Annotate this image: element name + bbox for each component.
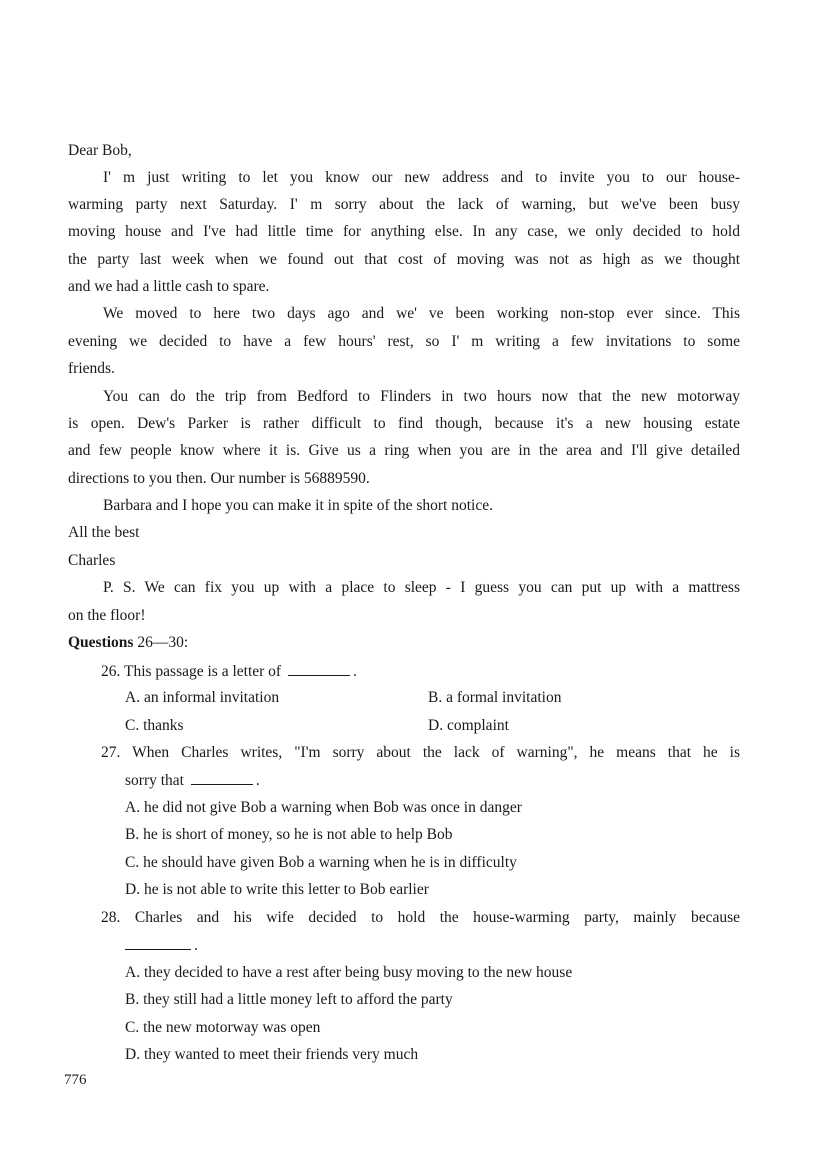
question-28-option-b: B. they still had a little money left to afford the party	[125, 991, 453, 1008]
question-27-stem: 27. When Charles writes, "I'm sorry about the lack of warning", he means that he is	[101, 744, 740, 761]
question-28-stem: 28. Charles and his wife decided to hold the house-warming party, mainly because	[101, 909, 740, 926]
question-27-option-d: D. he is not able to write this letter to Bob earlier	[125, 881, 429, 898]
letter-signature: Charles	[68, 552, 116, 569]
questions-label: Questions	[68, 634, 134, 651]
question-26-option-b: B. a formal invitation	[428, 689, 562, 706]
question-26-stem	[101, 661, 740, 681]
question-27-stem-cont	[125, 770, 740, 790]
question-27-text: sorry that	[125, 772, 184, 789]
letter-p1-line: warming party next Saturday. I' m sorry about the lack of warning, but we've been busy	[68, 196, 740, 213]
letter-p3-line: directions to you then. Our number is 56889590.	[68, 470, 370, 487]
letter-p1-line: moving house and I've had little time for anything else. In any case, we only decided to hold	[68, 223, 740, 240]
question-28-option-d: D. they wanted to meet their friends very much	[125, 1046, 419, 1063]
question-28-stem-cont	[125, 935, 740, 955]
letter-p2-line: friends.	[68, 360, 115, 377]
page-number: 776	[64, 1072, 87, 1088]
question-27-end: .	[255, 772, 260, 789]
letter-ps-line: on the floor!	[68, 607, 146, 624]
letter-p1-line: the party last week when we found out that cost of moving was not as high as we thought	[68, 251, 740, 268]
question-28-option-c: C. the new motorway was open	[125, 1019, 321, 1036]
question-26-text: 26. This passage is a letter of	[101, 663, 282, 680]
letter-p1-line: and we had a little cash to spare.	[68, 278, 270, 295]
question-26-end: .	[352, 663, 357, 680]
questions-header	[68, 633, 740, 653]
answer-blank	[125, 935, 191, 950]
question-27-option-c: C. he should have given Bob a warning when he is in difficulty	[125, 854, 517, 871]
letter-p4: Barbara and I hope you can make it in spite of the short notice.	[103, 497, 493, 514]
letter-greeting: Dear Bob,	[68, 142, 132, 159]
answer-blank	[191, 770, 253, 785]
answer-blank	[288, 661, 350, 676]
questions-range: 26—30:	[137, 634, 189, 651]
letter-p1-line: I' m just writing to let you know our new address and to invite you to our house-	[103, 169, 740, 186]
question-27-option-a: A. he did not give Bob a warning when Bob was once in danger	[125, 799, 522, 816]
question-26-option-a: A. an informal invitation	[125, 689, 280, 706]
letter-p2-line: We moved to here two days ago and we' ve been working non-stop ever since. This	[103, 305, 740, 322]
letter-ps-line: P. S. We can fix you up with a place to sleep - I guess you can put up with a mattress	[103, 579, 740, 596]
letter-p3-line: and few people know where it is. Give us a ring when you are in the area and I'll give detailed	[68, 442, 740, 459]
letter-p3-line: You can do the trip from Bedford to Flinders in two hours now that the new motorway	[103, 388, 740, 405]
letter-p2-line: evening we decided to have a few hours' rest, so I' m writing a few invitations to some	[68, 333, 740, 350]
question-28-option-a: A. they decided to have a rest after being busy moving to the new house	[125, 964, 573, 981]
question-26-option-d: D. complaint	[428, 717, 509, 734]
letter-closing: All the best	[68, 524, 140, 541]
question-26-option-c: C. thanks	[125, 717, 184, 734]
question-27-option-b: B. he is short of money, so he is not able to help Bob	[125, 826, 453, 843]
letter-p3-line: is open. Dew's Parker is rather difficult to find though, because it's a new housing estate	[68, 415, 740, 432]
question-28-end: .	[194, 937, 198, 954]
